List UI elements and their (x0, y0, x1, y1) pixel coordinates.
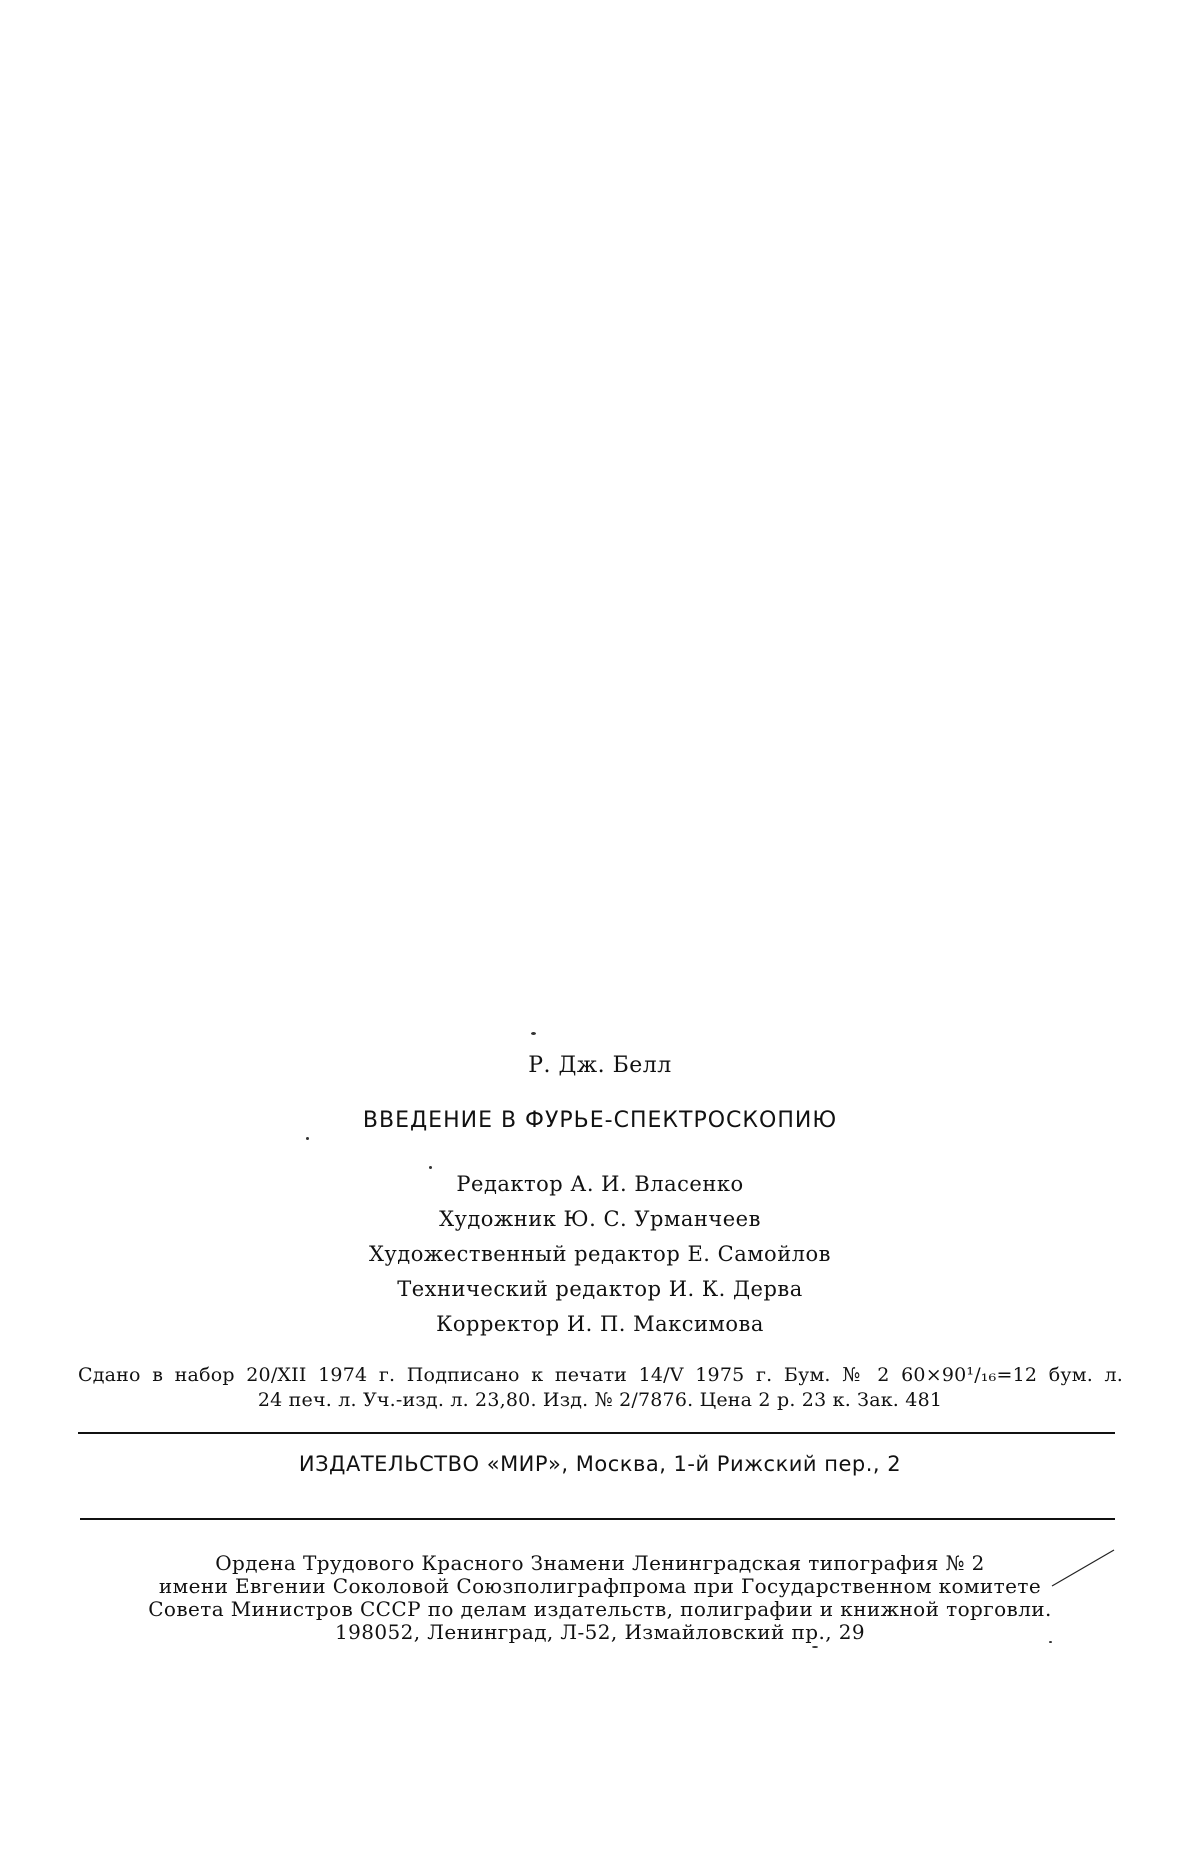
publisher-line: ИЗДАТЕЛЬСТВО «МИР», Москва, 1-й Рижский пер., 2 (298, 1452, 902, 1476)
credit-art-editor: Художественный редактор Е. Самойлов (368, 1242, 831, 1266)
printer-line-1: Ордена Трудового Красного Знамени Ленинградская типография № 2 (215, 1551, 985, 1575)
credit-editor: Редактор А. И. Власенко (456, 1172, 744, 1196)
print-speck (1049, 1641, 1052, 1643)
credit-artist: Художник Ю. С. Урманчеев (439, 1207, 761, 1231)
pen-slash-mark (1048, 1548, 1118, 1588)
print-speck (531, 1032, 536, 1035)
divider-rule (80, 1518, 1115, 1520)
print-speck (306, 1137, 309, 1140)
printer-line-4: 198052, Ленинград, Л-52, Измайловский пр., 29 (335, 1620, 865, 1644)
printer-line-3: Совета Министров СССР по делам издательств, полиграфии и книжной торговли. (148, 1597, 1052, 1621)
printer-line-2: имени Евгении Соколовой Союзполиграфпрома при Государственном комитете (158, 1574, 1042, 1598)
book-title: ВВЕДЕНИЕ В ФУРЬЕ-СПЕКТРОСКОПИЮ (362, 1108, 838, 1133)
credit-proofreader: Корректор И. П. Максимова (436, 1312, 764, 1336)
print-speck (812, 1646, 818, 1648)
divider-rule (78, 1432, 1115, 1434)
imprint-details-line-2: 24 печ. л. Уч.-изд. л. 23,80. Изд. № 2/7876. Цена 2 р. 23 к. Зак. 481 (257, 1389, 943, 1411)
imprint-details-line-1: Сдано в набор 20/XII 1974 г. Подписано к печати 14/V 1975 г. Бум. № 2 60×90¹/₁₆=12 бум. л. (78, 1364, 1123, 1386)
credit-technical-editor: Технический редактор И. К. Дерва (397, 1277, 803, 1301)
author-name: Р. Дж. Белл (528, 1053, 672, 1078)
print-speck (429, 1166, 432, 1169)
